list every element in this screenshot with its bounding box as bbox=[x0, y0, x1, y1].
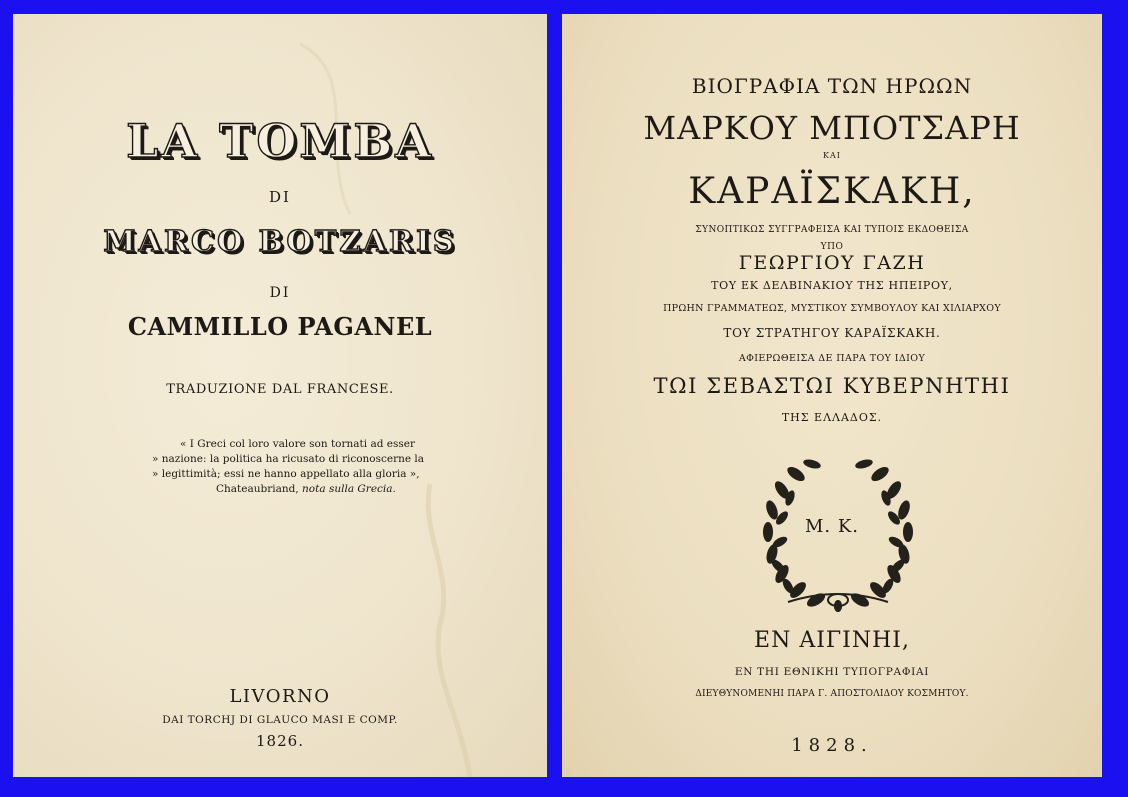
greek-dedicatee: ΤΩΙ ΣΕΒΑΣΤΩΙ ΚΥΒΕΡΝΗΤΗΙ bbox=[653, 374, 1011, 398]
right-title-page bbox=[562, 14, 1102, 777]
book-author: CAMMILLO PAGANEL bbox=[127, 312, 433, 341]
greek-country: ΤΗΣ ΕΛΛΑΔΟΣ. bbox=[781, 411, 883, 424]
epigraph-quote bbox=[152, 437, 452, 497]
greek-dedication: ΑΦΙΕΡΩΘΕΙΣΑ ΔΕ ΠΑΡΑ ΤΟΥ ΙΔΙΟΥ bbox=[738, 353, 926, 364]
greek-by: ΥΠΟ bbox=[820, 242, 844, 252]
greek-description: ΣΥΝΟΠΤΙΚΩΣ ΣΥΓΓΡΑΦΕΙΣΑ ΚΑΙ ΤΥΠΟΙΣ ΕΚΔΟΘΕΙΣΑ bbox=[695, 225, 969, 235]
greek-author-origin: ΤΟΥ ΕΚ ΔΕΛΒΙΝΑΚΙΟΥ ΤΗΣ ΗΠΕΙΡΟΥ, bbox=[711, 279, 953, 292]
publication-place: LIVORNO bbox=[229, 686, 331, 707]
greek-year: 1828. bbox=[791, 735, 873, 756]
epigraph-source: nota sulla Grecia. bbox=[302, 483, 396, 495]
greek-author: ΓΕΩΡΓΙΟΥ ΓΑΖΗ bbox=[738, 252, 926, 274]
left-title-page bbox=[13, 14, 547, 777]
epigraph-line: » legittimità; essi ne hanno appellato alla gloria », bbox=[152, 468, 420, 480]
greek-subject-2: ΚΑΡΑΪΣΚΑΚΗ, bbox=[688, 171, 976, 212]
book-subject: MARCO BOTZARIS bbox=[103, 224, 457, 258]
book-title: LA TOMBA bbox=[126, 114, 434, 168]
publication-year: 1826. bbox=[256, 732, 304, 750]
epigraph-line: « I Greci col loro valore son tornati ad esser bbox=[180, 438, 415, 450]
epigraph-attribution-line bbox=[152, 482, 452, 497]
translation-note: TRADUZIONE DAL FRANCESE. bbox=[166, 382, 394, 397]
title-connector-di: DI bbox=[269, 188, 291, 206]
epigraph-line: » nazione: la politica ha ricusato di riconoscerne la bbox=[152, 453, 425, 465]
greek-author-titles: ΠΡΩΗΝ ΓΡΑΜΜΑΤΕΩΣ, ΜΥΣΤΙΚΟΥ ΣΥΜΒΟΥΛΟΥ ΚΑΙ ΧΙΛΙΑΡΧΟΥ bbox=[663, 303, 1001, 314]
wreath-monogram: Μ. Κ. bbox=[804, 516, 860, 537]
printer-name: DAI TORCHJ DI GLAUCO MASI E COMP. bbox=[162, 714, 398, 726]
greek-press-director: ΔΙΕΥΘΥΝΟΜΕΝΗΙ ΠΑΡΑ Γ. ΑΠΟΣΤΟΛΙΔΟΥ ΚΟΣΜΗΤΟΥ. bbox=[695, 689, 969, 699]
epigraph-attribution: Chateaubriand, bbox=[216, 483, 299, 495]
greek-press: ΕΝ ΤΗΙ ΕΘΝΙΚΗΙ ΤΥΠΟΓΡΑΦΙΑΙ bbox=[734, 666, 930, 678]
author-connector-di: DI bbox=[269, 285, 291, 301]
greek-author-general: ΤΟΥ ΣΤΡΑΤΗΓΟΥ ΚΑΡΑΪΣΚΑΚΗ. bbox=[723, 326, 941, 340]
greek-conjunction: ΚΑΙ bbox=[823, 151, 841, 160]
greek-subject-1: ΜΑΡΚΟΥ ΜΠΟΤΣΑΡΗ bbox=[643, 109, 1021, 147]
greek-place: ΕΝ ΑΙΓΙΝΗΙ, bbox=[754, 628, 910, 653]
greek-heading: ΒΙΟΓΡΑΦΙΑ ΤΩΝ ΗΡΩΩΝ bbox=[691, 74, 973, 98]
